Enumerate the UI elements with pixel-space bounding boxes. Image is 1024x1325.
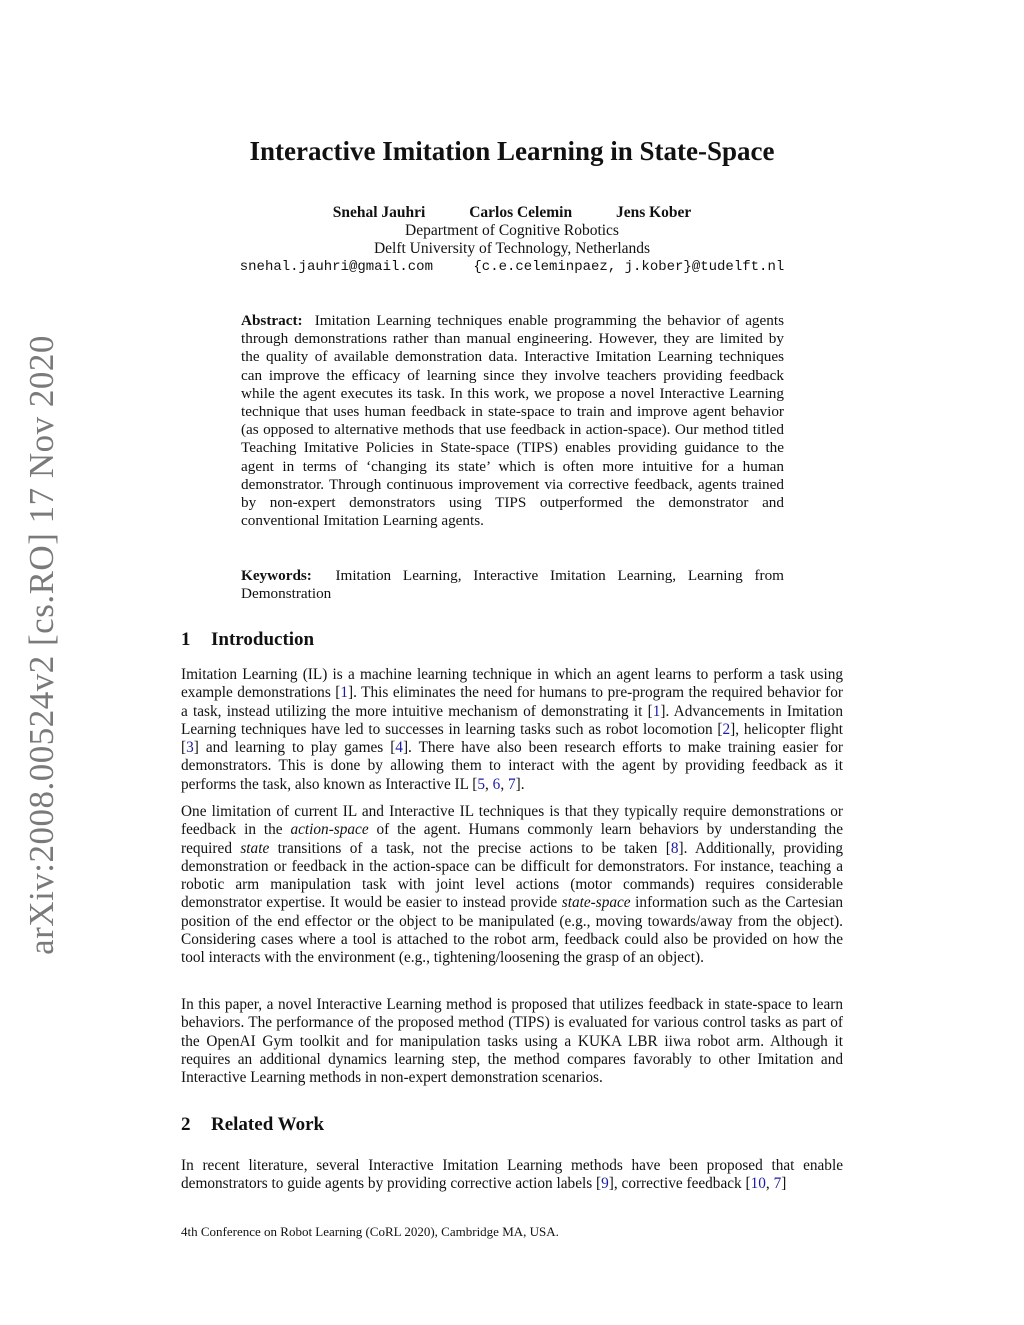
paragraph-text: ]. There have also been research efforts to make training easier for demonstrators. This is done by allowing them to interact with the agent by providing feedback as it performs the task, also known as Interactive IL [ <box>181 739 844 793</box>
paragraph-text: of the agent. Humans commonly learn behaviors by understanding the required <box>181 821 843 857</box>
paragraph-text: ] <box>781 1175 787 1193</box>
intro-paragraph <box>181 803 843 968</box>
affiliation-department: Department of Cognitive Robotics <box>405 222 619 239</box>
author-name: Jens Kober <box>615 204 692 221</box>
paragraph-text: ]. <box>515 775 525 793</box>
email: {c.e.celeminpaez, j.kober}@tudelft.nl <box>473 259 785 275</box>
paper-title: Interactive Imitation Learning in State-Space <box>249 136 775 166</box>
intro-paragraph <box>181 666 843 794</box>
paragraph-text: In this paper, a novel Interactive Learning method is proposed that utilizes feedback in state-space to learn behaviors. The performance of the proposed method (TIPS) is evaluated for various control tasks as part of the OpenAI Gym toolkit and for manipulation tasks using a KUKA LBR iiwa robot arm. Although it requires an additional dynamics learning step, the method compares favorably to other Imitation and Interactive Learning methods in non-expert demonstration scenarios. <box>181 996 843 1087</box>
citation-link[interactable]: 9 <box>601 1175 609 1193</box>
abstract-text: Imitation Learning techniques enable programming the behavior of agents through demonstrations rather than manual engineering. However, they are limited by the quality of available demonstration data. Interactive Imitation Learning techniques can improve the efficacy of learning since they involve teachers providing feedback while the agent executes its task. In this work, we propose a novel Interactive Learning technique that uses human feedback in state-space to train and improve agent behavior (as opposed to alternative methods that use feedback in action-space). Our method titled Teaching Imitative Policies in State-space (TIPS) enables providing guidance to the agent in terms of ‘changing its state’ which is often more intuitive for a human demonstrator. Through continuous improvement via corrective feedback, agents trained by non-expert demonstrators using TIPS outperformed the demonstrator and conventional Imitation Learning agents. <box>241 312 784 530</box>
citation-link[interactable]: 4 <box>395 739 403 757</box>
section-heading-introduction <box>181 629 314 651</box>
paragraph-text: ], helicopter flight [ <box>181 720 843 757</box>
citation-link[interactable]: 2 <box>722 720 731 738</box>
arxiv-identifier: arXiv:2008.00524v2 [cs.RO] 17 Nov 2020 <box>22 335 61 955</box>
emphasis-text: state-space <box>561 894 631 912</box>
paragraph-text: , <box>500 775 508 793</box>
author-name: Carlos Celemin <box>469 204 573 221</box>
paragraph-text: One limitation of current IL and Interactive IL techniques is that they typically require demonstrations or feedback in the <box>181 803 843 839</box>
related-work-paragraph <box>181 1157 843 1194</box>
citation-link[interactable]: 8 <box>670 839 679 857</box>
author-list <box>0 204 1024 222</box>
section-title: Related Work <box>211 1114 325 1135</box>
section-number: 2 <box>181 1114 191 1135</box>
paragraph-text: , <box>485 775 493 793</box>
abstract <box>241 312 784 530</box>
citation-link[interactable]: 6 <box>492 775 501 793</box>
paragraph-text: In recent literature, several Interactive Imitation Learning methods have been proposed that enable demonstrators to guide agents by providing corrective action labels [ <box>181 1157 843 1193</box>
citation-link[interactable]: 5 <box>477 775 486 793</box>
citation-link[interactable]: 1 <box>340 684 349 702</box>
abstract-label: Abstract: <box>241 312 303 329</box>
keywords <box>241 567 784 603</box>
paragraph-text: ]. Additionally, providing demonstration or feedback in the action-space can be difficult for demonstrators. For instance, teaching a robotic arm manipulation task with joint level actions (motor commands) requires considerable demonstrator expertise. It would be easier to instead provide <box>181 839 843 912</box>
citation-link[interactable]: 1 <box>652 702 661 720</box>
section-title: Introduction <box>211 629 315 650</box>
citation-link[interactable]: 10 <box>750 1175 766 1193</box>
author-emails <box>0 259 1024 275</box>
emphasis-text: state <box>240 839 270 857</box>
paragraph-text: Imitation Learning (IL) is a machine learning technique in which an agent learns to perform a task using example demonstrations [ <box>181 666 843 702</box>
paragraph-text: ], corrective feedback [ <box>608 1175 751 1193</box>
author-name: Snehal Jauhri <box>332 204 426 221</box>
paragraph-text: ]. Advancements in Imitation Learning techniques have led to successes in learning tasks such as robot locomotion [ <box>181 702 843 738</box>
paragraph-text: information such as the Cartesian position of the end effector or the object to be manipulated (e.g., moving towards/away from the object). Considering cases where a tool is attached to the robot arm, feedback could also be provided on how the tool interacts with the environment (e.g., tightening/loosening the grasp of an object). <box>181 894 844 967</box>
citation-link[interactable]: 3 <box>186 739 194 757</box>
section-number: 1 <box>181 629 191 650</box>
paragraph-text: transitions of a task, not the precise actions to be taken [ <box>269 839 671 857</box>
section-heading-related-work <box>181 1114 324 1136</box>
affiliation-university: Delft University of Technology, Netherlands <box>373 240 651 257</box>
keywords-text: Imitation Learning, Interactive Imitation Learning, Learning from Demonstration <box>241 567 785 603</box>
conference-footer: 4th Conference on Robot Learning (CoRL 2020), Cambridge MA, USA. <box>181 1224 559 1239</box>
intro-paragraph <box>181 996 843 1087</box>
email: snehal.jauhri@gmail.com <box>239 259 433 275</box>
emphasis-text: action-space <box>290 821 369 839</box>
keywords-label: Keywords: <box>241 567 312 584</box>
paragraph-text: ] and learning to play games [ <box>193 739 396 757</box>
citation-link[interactable]: 7 <box>507 775 516 793</box>
paragraph-text: , <box>765 1175 774 1193</box>
citation-link[interactable]: 7 <box>773 1175 782 1193</box>
paragraph-text: ]. This eliminates the need for humans to pre-program the required behavior for a task, instead utilizing the more intuitive mechanism of demonstrating it [ <box>181 684 843 720</box>
